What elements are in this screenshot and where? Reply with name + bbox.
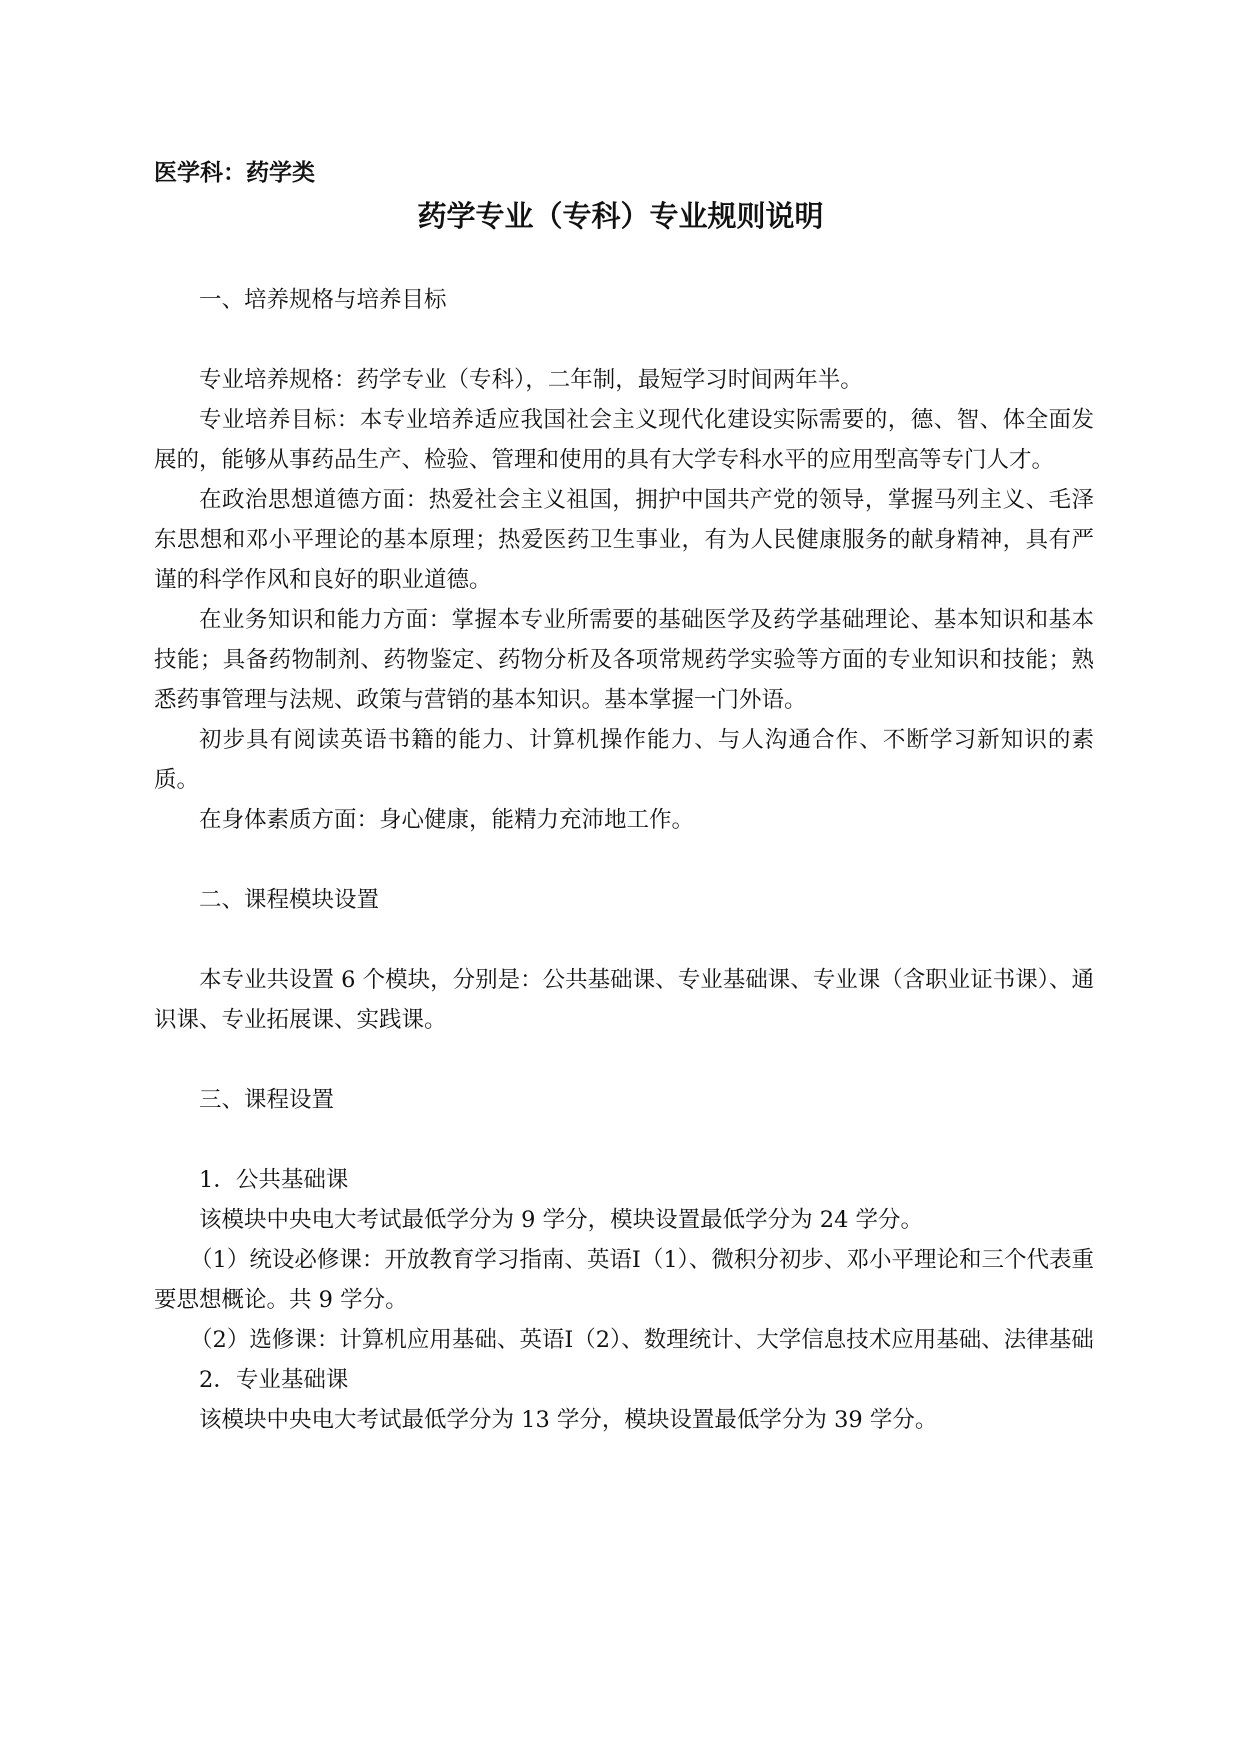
subsection1-title: 1．公共基础课 <box>199 1167 349 1193</box>
subsection2-paragraph: 该模块中央电大考试最低学分为 13 学分，模块设置最低学分为 39 学分。 <box>199 1407 938 1433</box>
section1-heading: 一、培养规格与培养目标 <box>199 287 447 313</box>
spacer <box>154 1040 1094 1080</box>
spacer <box>154 320 1094 360</box>
section1-paragraph: 在业务知识和能力方面：掌握本专业所需要的基础医学及药学基础理论、基本知识和基本技能；具备药物制剂、药物鉴定、药物分析及各项常规药学实验等方面的专业知识和技能；熟悉药事管理与法规、政策与营销的基本知识。基本掌握一门外语。 <box>154 607 1094 713</box>
section2-heading: 二、课程模块设置 <box>199 887 380 913</box>
section1-paragraph: 在政治思想道德方面：热爱社会主义祖国，拥护中国共产党的领导，掌握马列主义、毛泽东思想和邓小平理论的基本原理；热爱医药卫生事业，有为人民健康服务的献身精神，具有严谨的科学作风和良好的职业道德。 <box>154 487 1094 593</box>
spacer <box>154 920 1094 960</box>
subsection1-paragraph: 该模块中央电大考试最低学分为 9 学分，模块设置最低学分为 24 学分。 <box>199 1207 924 1233</box>
subsection1-paragraph: （2）选修课：计算机应用基础、英语Ⅰ（2）、数理统计、大学信息技术应用基础、法律基础 <box>190 1327 1094 1353</box>
category-label: 医学科：药学类 <box>154 160 315 186</box>
subsection1-paragraph: （1）统设必修课：开放教育学习指南、英语Ⅰ（1）、微积分初步、邓小平理论和三个代表重要思想概论。共 9 学分。 <box>154 1247 1094 1313</box>
section1-paragraph: 在身体素质方面：身心健康，能精力充沛地工作。 <box>199 807 695 833</box>
section1-paragraph: 初步具有阅读英语书籍的能力、计算机操作能力、与人沟通合作、不断学习新知识的素质。 <box>154 727 1094 793</box>
spacer <box>154 1120 1094 1160</box>
document-title: 药学专业（专科）专业规则说明 <box>417 199 824 233</box>
section1-paragraph: 专业培养目标：本专业培养适应我国社会主义现代化建设实际需要的，德、智、体全面发展的，能够从事药品生产、检验、管理和使用的具有大学专科水平的应用型高等专门人才。 <box>154 407 1094 473</box>
subsection2-title: 2．专业基础课 <box>199 1367 349 1393</box>
spacer <box>154 840 1094 880</box>
section2-paragraph: 本专业共设置 6 个模块，分别是：公共基础课、专业基础课、专业课（含职业证书课）、通识课、专业拓展课、实践课。 <box>154 967 1094 1033</box>
section3-heading: 三、课程设置 <box>199 1087 335 1113</box>
document-body <box>154 280 1094 1440</box>
section1-paragraph: 专业培养规格：药学专业（专科），二年制，最短学习时间两年半。 <box>199 367 863 393</box>
